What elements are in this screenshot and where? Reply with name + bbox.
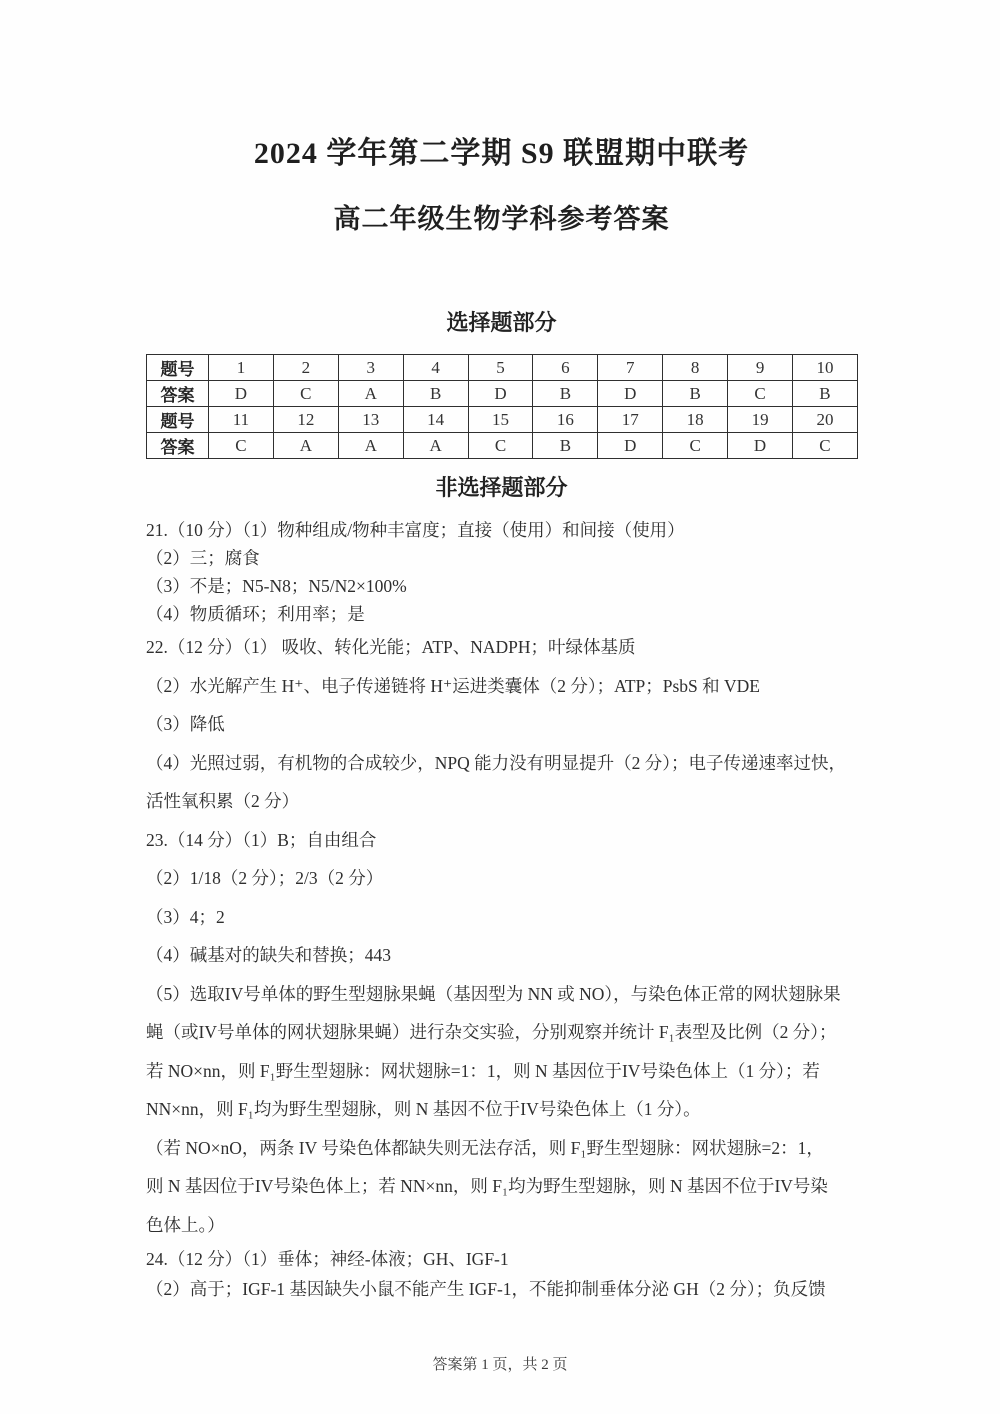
question-number-cell: 20 [793, 407, 858, 433]
document-title: 2024 学年第二学期 S9 联盟期中联考 [253, 137, 750, 170]
answer-line: （4）碱基对的缺失和替换；443 [146, 945, 391, 965]
question-number-cell: 17 [598, 407, 663, 433]
answer-table [146, 354, 858, 459]
question-number-cell: 4 [403, 355, 468, 381]
question-number-cell: 13 [338, 407, 403, 433]
answer-cell: A [273, 433, 338, 459]
answer-line: （4）光照过弱，有机物的合成较少，NPQ 能力没有明显提升（2 分）；电子传递速率过快， [146, 752, 847, 773]
question-number-cell: 18 [663, 407, 728, 433]
answer-line: 21.（10 分）（1）物种组成/物种丰富度；直接（使用）和间接（使用） [146, 520, 685, 540]
answer-cell: A [338, 433, 403, 459]
answer-line: （4）物质循环；利用率；是 [146, 604, 365, 624]
question-number-cell: 12 [273, 407, 338, 433]
question-number-cell: 15 [468, 407, 533, 433]
answer-line: （3）4；2 [146, 906, 225, 927]
document-subtitle: 高二年级生物学科参考答案 [333, 204, 670, 234]
row-label: 题号 [147, 407, 209, 433]
question-number-cell: 14 [403, 407, 468, 433]
answer-line: （2）三；腐食 [146, 548, 260, 568]
answer-cell: D [468, 381, 533, 407]
answer-cell: C [273, 381, 338, 407]
answer-cell: B [793, 381, 858, 407]
answer-line: （3）不是；N5-N8；N5/N2×100% [146, 576, 407, 596]
row-label: 题号 [147, 355, 209, 381]
answer-line: （3）降低 [146, 714, 225, 734]
table-row-answers-1 [147, 381, 858, 407]
answer-cell: C [793, 433, 858, 459]
answer-line: （2）高于；IGF-1 基因缺失小鼠不能产生 IGF-1，不能抑制垂体分泌 GH（2 分）；负反馈 [146, 1279, 826, 1299]
question-number-cell: 1 [209, 355, 274, 381]
answer-cell: B [533, 433, 598, 459]
answer-line: NN×nn，则 F₁均为野生型翅脉，则 N 基因不位于IV号染色体上（1 分）。 [146, 1099, 701, 1119]
question-24-answer [146, 1244, 857, 1304]
answer-line: 色体上。） [146, 1214, 225, 1235]
question-number-cell: 6 [533, 355, 598, 381]
table-row-question-numbers-1 [147, 355, 858, 381]
page-footer: 答案第 1 页，共 2 页 [432, 1357, 568, 1373]
answer-line: 23.（14 分）（1）B；自由组合 [146, 829, 377, 850]
answer-line: 若 NO×nn，则 F₁野生型翅脉：网状翅脉=1：1，则 N 基因位于IV号染色体上（1 分）；若 [146, 1060, 820, 1081]
question-number-cell: 16 [533, 407, 598, 433]
answer-cell: C [468, 433, 533, 459]
question-number-cell: 9 [728, 355, 793, 381]
question-number-cell: 19 [728, 407, 793, 433]
answer-cell: D [728, 433, 793, 459]
answer-line: 蝇（或IV号单体的网状翅脉果蝇）进行杂交实验，分别观察并统计 F₁表型及比例（2 分）； [146, 1022, 837, 1042]
table-row-question-numbers-2 [147, 407, 858, 433]
question-number-cell: 5 [468, 355, 533, 381]
answer-cell: B [403, 381, 468, 407]
answer-cell: C [663, 433, 728, 459]
answer-cell: B [533, 381, 598, 407]
answer-line: 22.（12 分）（1） 吸收、转化光能；ATP、NADPH；叶绿体基质 [146, 637, 636, 657]
table-row-answers-2 [147, 433, 858, 459]
question-number-cell: 8 [663, 355, 728, 381]
question-number-cell: 10 [793, 355, 858, 381]
answer-line: （5）选取IV号单体的野生型翅脉果蝇（基因型为 NN 或 NO），与染色体正常的网状翅脉果 [146, 983, 841, 1004]
question-number-cell: 11 [209, 407, 274, 433]
answer-cell: A [403, 433, 468, 459]
nonchoice-section-heading: 非选择题部分 [435, 475, 568, 500]
answer-cell: A [338, 381, 403, 407]
question-number-cell: 7 [598, 355, 663, 381]
question-number-cell: 3 [338, 355, 403, 381]
row-label: 答案 [147, 433, 209, 459]
answer-cell: C [728, 381, 793, 407]
answer-cell: D [209, 381, 274, 407]
answer-line: 24.（12 分）（1）垂体；神经-体液；GH、IGF-1 [146, 1249, 509, 1269]
choice-section-heading: 选择题部分 [446, 310, 557, 335]
question-22-answer [146, 628, 857, 821]
answer-line: 则 N 基因位于IV号染色体上；若 NN×nn，则 F₁均为野生型翅脉，则 N 基因不位于IV号染 [146, 1176, 828, 1196]
answer-line: （2）1/18（2 分）；2/3（2 分） [146, 868, 384, 888]
answer-cell: B [663, 381, 728, 407]
answer-line: （若 NO×nO，两条 IV 号染色体都缺失则无法存活，则 F₁野生型翅脉：网状翅脉=2：1， [146, 1137, 824, 1158]
answer-cell: D [598, 381, 663, 407]
answer-line: 活性氧积累（2 分） [146, 791, 300, 811]
question-number-cell: 2 [273, 355, 338, 381]
question-21-answer [146, 516, 857, 628]
answer-cell: C [209, 433, 274, 459]
question-23-answer [146, 821, 857, 1245]
answer-cell: D [598, 433, 663, 459]
free-response-answers [146, 516, 857, 1304]
row-label: 答案 [147, 381, 209, 407]
answer-line: （2）水光解产生 H⁺、电子传递链将 H⁺运进类囊体（2 分）；ATP；PsbS 和 VDE [146, 675, 760, 696]
